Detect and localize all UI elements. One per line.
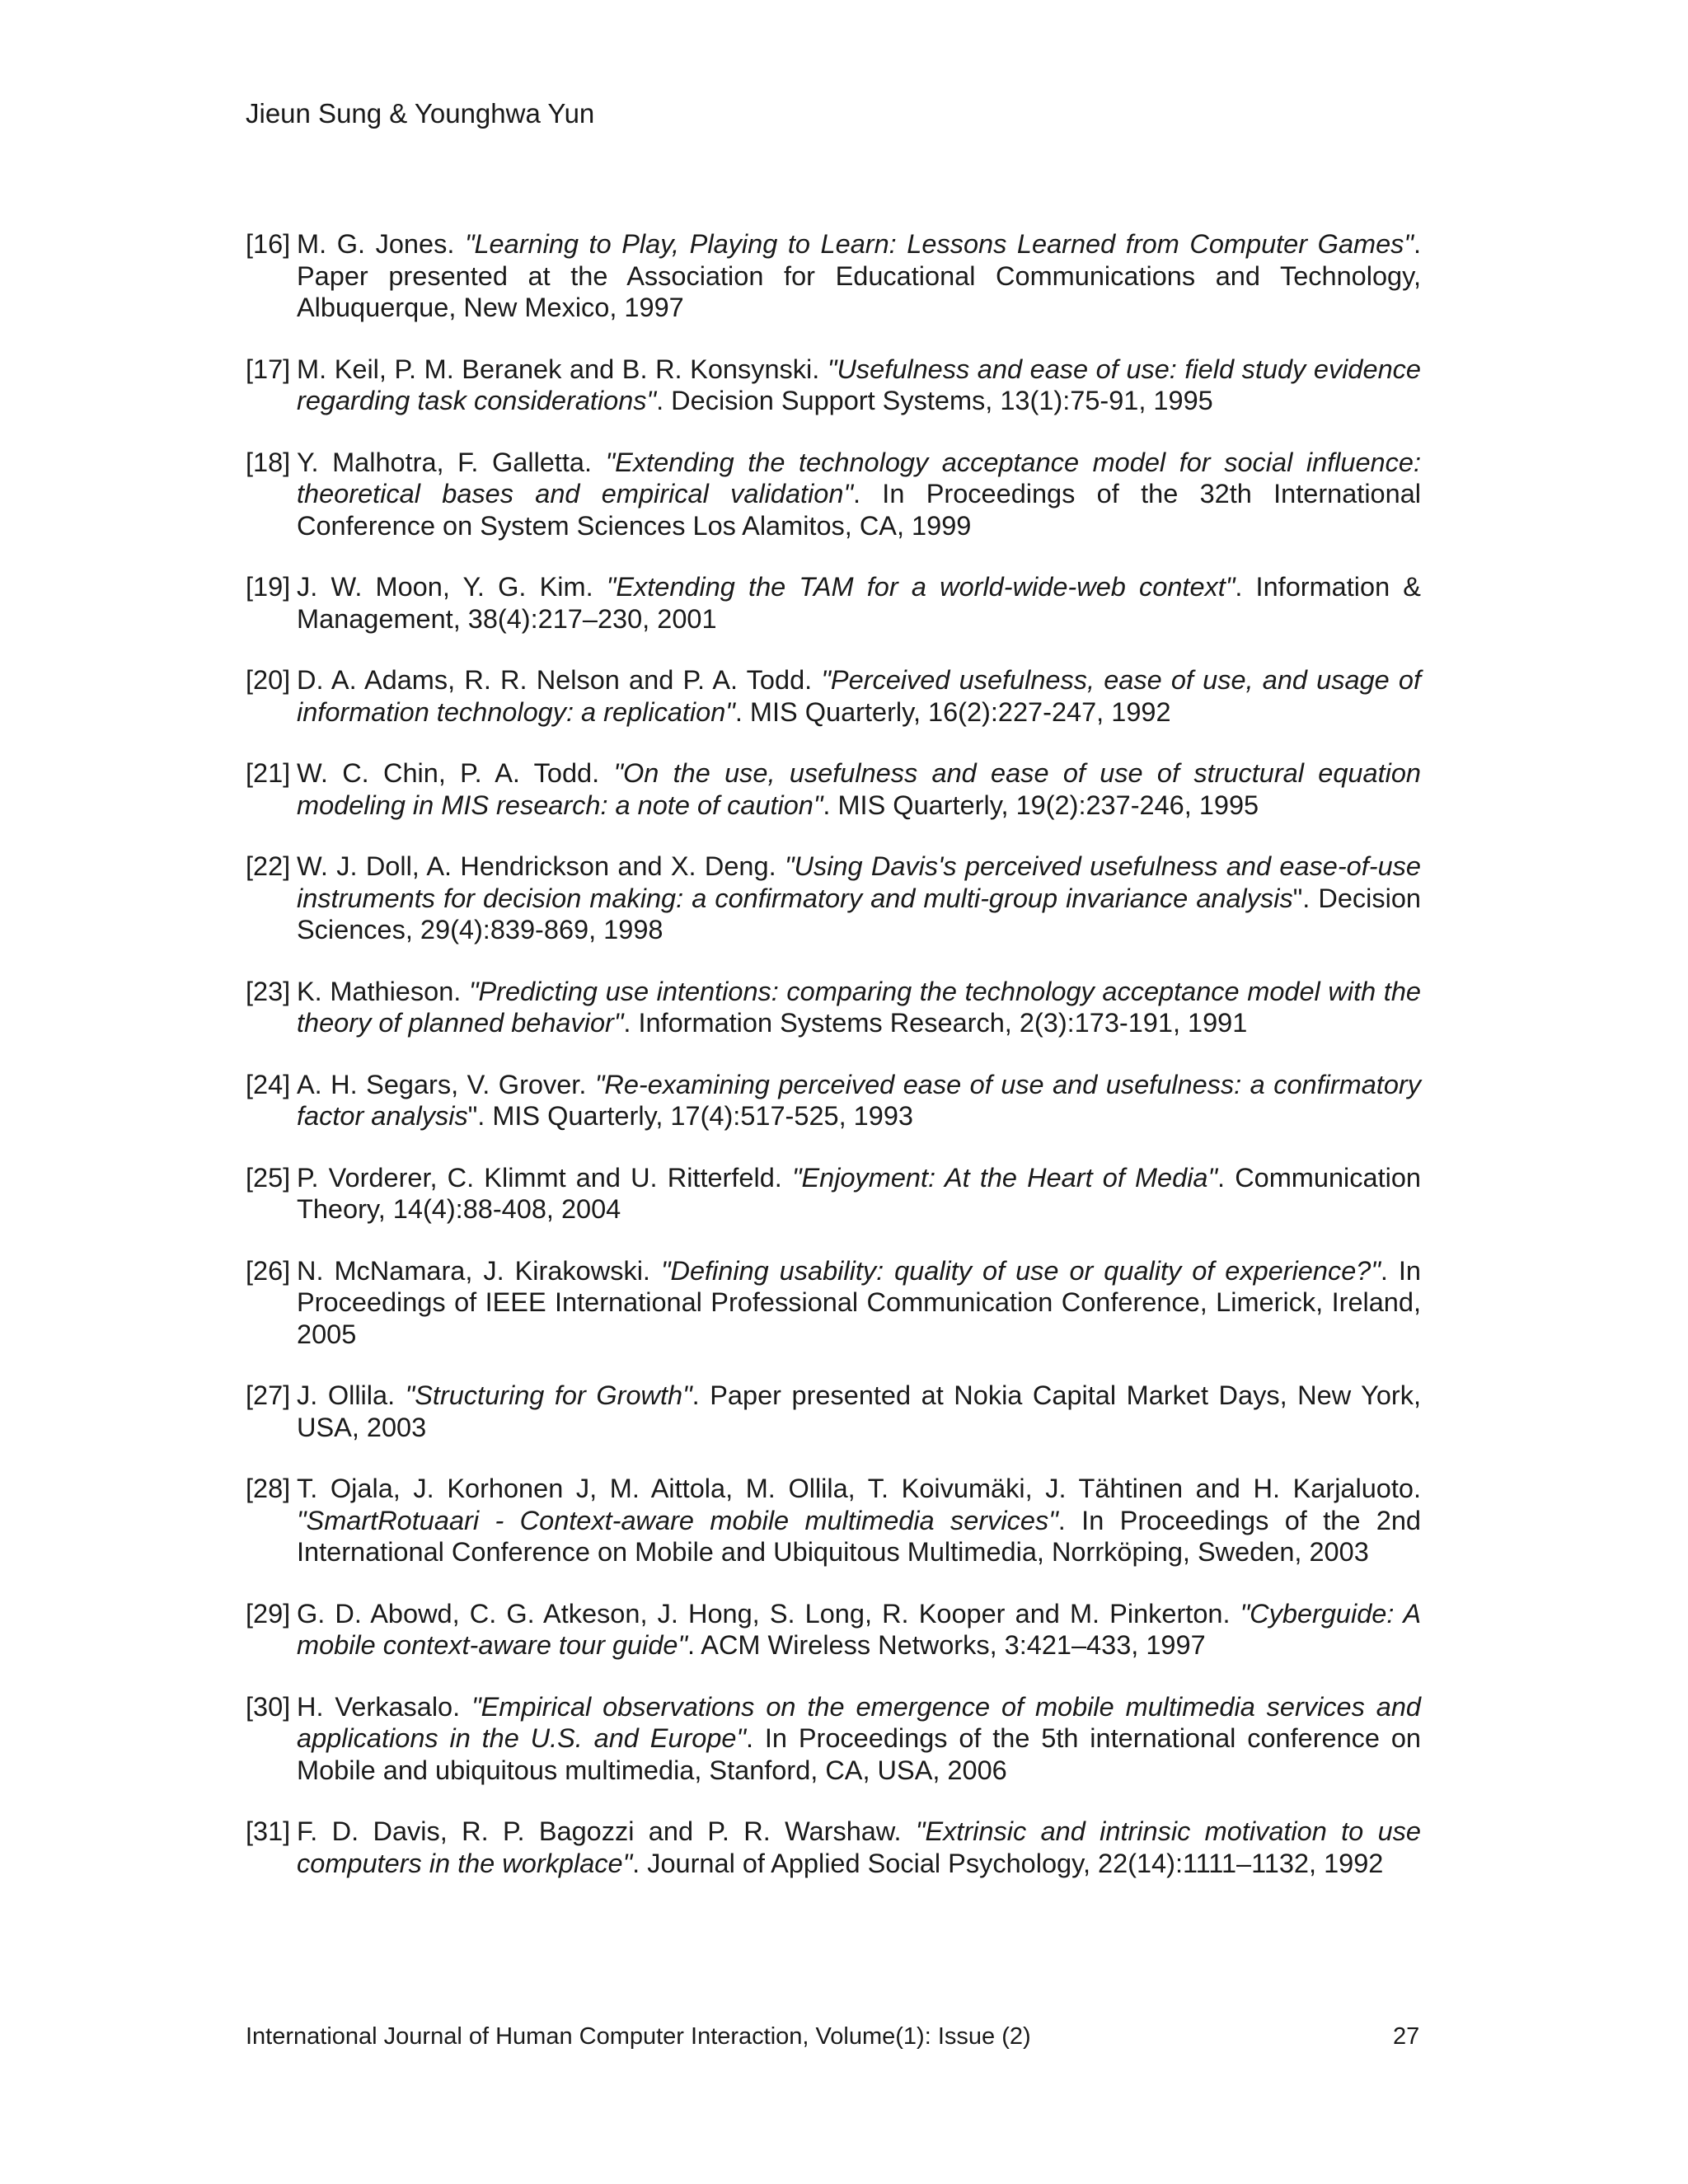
reference-title: "Structuring for Growth"	[405, 1380, 692, 1410]
reference-source: . Journal of Applied Social Psychology, 22(14):1111–1132, 1992	[632, 1848, 1384, 1878]
reference-text	[297, 1069, 1421, 1132]
reference-authors: N. McNamara, J. Kirakowski.	[297, 1255, 661, 1286]
reference-source: . Information & Management, 38(4):217–230, 2001	[297, 572, 1421, 634]
reference-authors: W. C. Chin, P. A. Todd.	[297, 758, 614, 788]
reference-source: . Communication Theory, 14(4):88-408, 2004	[297, 1162, 1421, 1224]
reference-source: . Paper presented at the Association for Educational Communications and Technology, Albuquerque, New Mexico, 1997	[297, 229, 1421, 322]
reference-text	[297, 1816, 1421, 1879]
reference-authors: Y. Malhotra, F. Galletta.	[297, 447, 606, 477]
reference-source: . In Proceedings of the 32th International Conference on System Sciences Los Alamitos, CA, 1999	[297, 479, 1421, 541]
reference-text	[297, 976, 1421, 1039]
reference-item	[246, 228, 1421, 324]
reference-number: [18]	[246, 447, 291, 477]
reference-title: "Re-examining perceived ease of use and usefulness: a confirmatory factor analysis	[297, 1069, 1421, 1131]
reference-item	[246, 571, 1421, 635]
reference-title: "Defining usability: quality of use or quality of experience?"	[660, 1255, 1381, 1286]
reference-authors: A. H. Segars, V. Grover.	[297, 1069, 595, 1099]
reference-source: . Paper presented at Nokia Capital Market Days, New York, USA, 2003	[297, 1380, 1421, 1442]
reference-authors: J. Ollila.	[297, 1380, 406, 1410]
reference-item	[246, 664, 1421, 728]
reference-item	[246, 757, 1421, 821]
reference-title: "Extending the technology acceptance model for social influence: theoretical bases and empirical validation"	[297, 447, 1421, 509]
reference-item	[246, 1069, 1421, 1132]
reference-source: . Information Systems Research, 2(3):173-191, 1991	[623, 1008, 1248, 1038]
reference-title: "Extending the TAM for a world-wide-web context"	[606, 572, 1236, 602]
reference-source: . In Proceedings of the 5th international conference on Mobile and ubiquitous multimedia, Stanford, CA, USA, 2006	[297, 1723, 1421, 1785]
reference-authors: D. A. Adams, R. R. Nelson and P. A. Todd.	[297, 665, 822, 695]
reference-item	[246, 1162, 1421, 1226]
reference-number: [26]	[246, 1255, 291, 1286]
reference-item	[246, 354, 1421, 417]
reference-number: [31]	[246, 1816, 291, 1846]
reference-text	[297, 851, 1421, 946]
reference-number: [30]	[246, 1691, 291, 1722]
reference-source: ". Decision Sciences, 29(4):839-869, 1998	[297, 883, 1422, 944]
reference-text	[297, 757, 1421, 821]
reference-title: "Usefulness and ease of use: field study evidence regarding task considerations"	[297, 354, 1421, 415]
reference-number: [28]	[246, 1474, 291, 1503]
reference-authors: W. J. Doll, A. Hendrickson and X. Deng.	[297, 851, 785, 881]
reference-source: . In Proceedings of IEEE International Professional Communication Conference, Limerick, Ireland, 2005	[297, 1255, 1421, 1349]
reference-title: "Empirical observations on the emergence of mobile multimedia services and applications in the U.S. and Europe"	[297, 1691, 1421, 1753]
reference-item	[246, 851, 1421, 946]
reference-number: [27]	[246, 1380, 291, 1410]
reference-text	[297, 1691, 1421, 1787]
footer-journal-title: International Journal of Human Computer Interaction, Volume(1): Issue (2)	[246, 2023, 1031, 2050]
reference-text	[297, 1380, 1421, 1443]
reference-item	[246, 1380, 1421, 1443]
reference-text	[297, 1473, 1421, 1568]
reference-authors: M. Keil, P. M. Beranek and B. R. Konsynski.	[297, 354, 828, 384]
reference-number: [19]	[246, 572, 291, 602]
reference-authors: F. D. Davis, R. P. Bagozzi and P. R. Warshaw.	[297, 1816, 916, 1846]
reference-text	[297, 354, 1421, 417]
reference-text	[297, 1255, 1421, 1351]
reference-title: "Enjoyment: At the Heart of Media"	[791, 1162, 1218, 1193]
reference-source: . MIS Quarterly, 19(2):237-246, 1995	[823, 790, 1259, 820]
reference-authors: H. Verkasalo.	[297, 1691, 472, 1722]
reference-source: ". MIS Quarterly, 17(4):517-525, 1993	[467, 1101, 913, 1131]
reference-authors: M. G. Jones.	[297, 229, 465, 259]
reference-title: "Learning to Play, Playing to Learn: Lessons Learned from Computer Games"	[464, 229, 1414, 259]
reference-item	[246, 976, 1421, 1039]
reference-text	[297, 1162, 1421, 1226]
reference-list	[246, 228, 1421, 1909]
reference-text	[297, 228, 1421, 324]
reference-source: . MIS Quarterly, 16(2):227-247, 1992	[734, 696, 1171, 727]
page-number: 27	[1393, 2023, 1420, 2050]
reference-text	[297, 664, 1421, 728]
reference-number: [24]	[246, 1069, 291, 1099]
reference-number: [16]	[246, 229, 291, 259]
reference-authors: P. Vorderer, C. Klimmt and U. Ritterfeld.	[297, 1162, 792, 1193]
reference-item	[246, 1598, 1421, 1661]
reference-authors: G. D. Abowd, C. G. Atkeson, J. Hong, S. Long, R. Kooper and M. Pinkerton.	[297, 1598, 1240, 1629]
reference-number: [21]	[246, 758, 291, 788]
reference-item	[246, 1255, 1421, 1351]
reference-text	[297, 571, 1421, 635]
reference-title: "On the use, usefulness and ease of use of structural equation modeling in MIS research: a note of caution"	[297, 758, 1421, 820]
reference-number: [29]	[246, 1598, 291, 1629]
reference-authors: K. Mathieson.	[297, 976, 469, 1006]
reference-source: . In Proceedings of the 2nd International Conference on Mobile and Ubiquitous Multimedia, Norrköping, Sweden, 2003	[297, 1505, 1421, 1567]
reference-number: [22]	[246, 851, 291, 881]
reference-title: "Using Davis's perceived usefulness and ease-of-use instruments for decision making: a confirmatory and multi-group invariance analysis	[297, 851, 1422, 913]
reference-number: [20]	[246, 665, 291, 695]
reference-title: "Predicting use intentions: comparing the technology acceptance model with the theory of planned behavior"	[297, 976, 1421, 1038]
running-header: Jieun Sung & Younghwa Yun	[246, 98, 595, 129]
reference-text	[297, 1598, 1421, 1661]
reference-authors: T. Ojala, J. Korhonen J, M. Aittola, M. Ollila, T. Koivumäki, J. Tähtinen and H. Karjaluoto.	[297, 1474, 1421, 1503]
reference-number: [25]	[246, 1162, 291, 1193]
reference-item	[246, 447, 1421, 542]
reference-number: [23]	[246, 976, 291, 1006]
reference-title: "SmartRotuaari - Context-aware mobile multimedia services"	[297, 1505, 1058, 1535]
reference-source: . ACM Wireless Networks, 3:421–433, 1997	[687, 1630, 1206, 1660]
reference-number: [17]	[246, 354, 291, 384]
reference-title: "Extrinsic and intrinsic motivation to use computers in the workplace"	[297, 1816, 1421, 1878]
reference-item	[246, 1473, 1421, 1568]
reference-item	[246, 1691, 1421, 1787]
reference-text	[297, 447, 1421, 542]
reference-authors: J. W. Moon, Y. G. Kim.	[297, 572, 607, 602]
reference-item	[246, 1816, 1421, 1879]
reference-source: . Decision Support Systems, 13(1):75-91, 1995	[656, 386, 1213, 415]
reference-title: "Cyberguide: A mobile context-aware tour guide"	[297, 1598, 1421, 1660]
reference-title: "Perceived usefulness, ease of use, and usage of information technology: a replication"	[297, 665, 1421, 727]
